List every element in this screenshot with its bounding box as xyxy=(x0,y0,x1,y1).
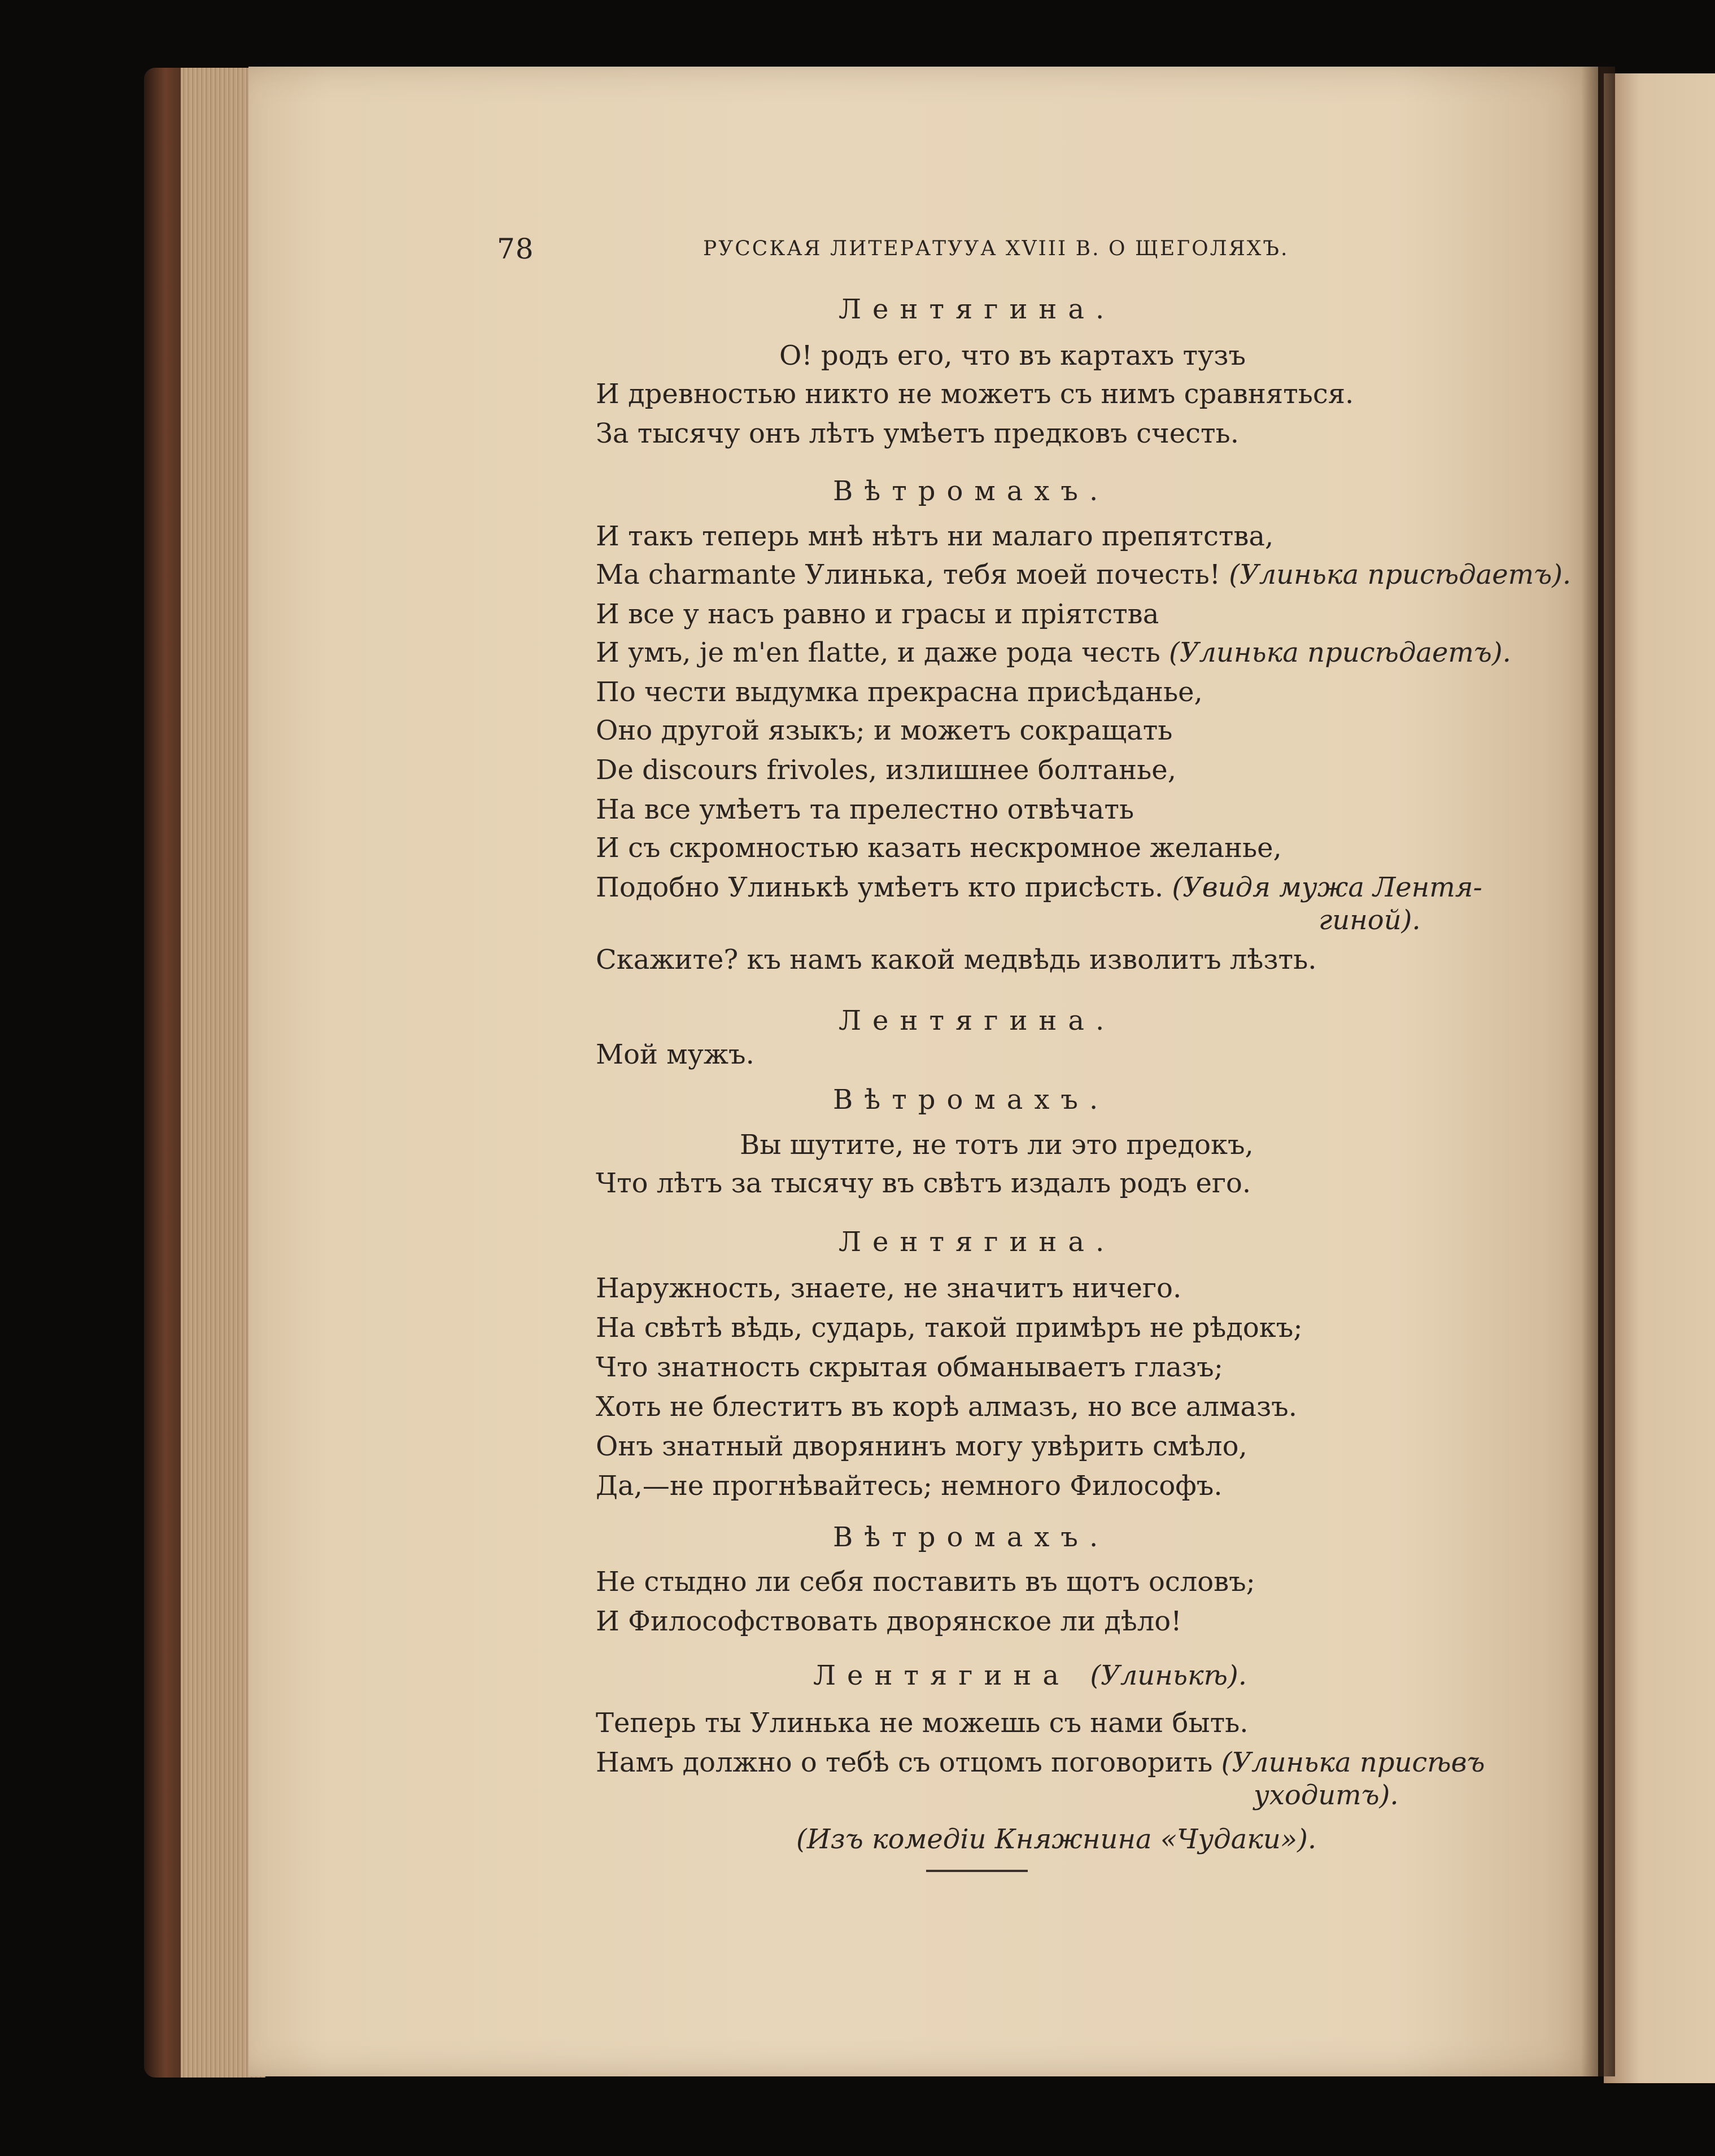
verse-line: На свѣтѣ вѣдь, сударь, такой примѣръ не рѣдокъ; xyxy=(596,1312,1303,1344)
stage-direction-continued: уходитъ). xyxy=(1254,1779,1399,1811)
verse-line: De discours frivoles, излишнее болтанье, xyxy=(596,754,1176,786)
facing-page-edge xyxy=(1604,73,1715,2083)
verse-line xyxy=(596,636,1511,670)
speaker-name xyxy=(813,1660,1247,1691)
verse-line: О! родъ его, что въ картахъ тузъ xyxy=(779,340,1246,371)
speaker-name: Вѣтромахъ. xyxy=(833,1521,1110,1553)
verse-line xyxy=(596,558,1571,592)
verse-line: И такъ теперь мнѣ нѣтъ ни малаго препятства, xyxy=(596,521,1274,552)
verse-line: Скажите? къ намъ какой медвѣдь изволитъ лѣзть. xyxy=(596,944,1317,976)
stage-direction: (Улинькѣ). xyxy=(1090,1660,1247,1691)
verse-line: На все умѣетъ та прелестно отвѣчать xyxy=(596,794,1134,825)
verse-line: И съ скромностью казать нескромное желанье, xyxy=(596,832,1282,864)
verse-line: Вы шутите, не тотъ ли это предокъ, xyxy=(740,1129,1254,1161)
speaker-text: Лентягина xyxy=(813,1660,1071,1691)
verse-line: И древностью никто не можетъ съ нимъ сравняться. xyxy=(596,378,1354,410)
verse-line: За тысячу онъ лѣтъ умѣетъ предковъ счесть. xyxy=(596,418,1239,449)
speaker-name: Вѣтромахъ. xyxy=(833,1084,1110,1116)
verse-line: Наружность, знаете, не значитъ ничего. xyxy=(596,1272,1182,1304)
verse-line: Да,—не прогнѣвайтесь; немного Философъ. xyxy=(596,1470,1223,1502)
verse-line: Не стыдно ли себя поставить въ щотъ ословъ; xyxy=(596,1566,1255,1598)
verse-text: Ma charmante Улинька, тебя моей почесть! xyxy=(596,559,1220,591)
verse-line: Что знатность скрытая обманываетъ глазъ; xyxy=(596,1352,1223,1383)
verse-line: Оно другой языкъ; и можетъ сокращать xyxy=(596,715,1173,746)
speaker-name: Вѣтромахъ. xyxy=(833,475,1110,507)
speaker-name: Лентягина. xyxy=(839,1226,1116,1258)
verse-line xyxy=(596,1746,1485,1779)
page-gutter-shadow xyxy=(1581,67,1615,2076)
verse-text: Намъ должно о тебѣ съ отцомъ поговорить xyxy=(596,1747,1213,1778)
closing-rule xyxy=(926,1870,1028,1872)
verse-line: По чести выдумка прекрасна присѣданье, xyxy=(596,676,1203,708)
page-number: 78 xyxy=(497,233,534,265)
stage-direction: (Улинька присѣдаетъ). xyxy=(1229,559,1572,591)
running-head: РУССКАЯ ЛИТЕРАТУУА XVIII В. О ЩЕГОЛЯХЪ. xyxy=(703,237,1289,260)
verse-line: Хоть не блеститъ въ корѣ алмазъ, но все алмазъ. xyxy=(596,1391,1297,1423)
verse-line: Что лѣтъ за тысячу въ свѣтъ издалъ родъ его. xyxy=(596,1167,1251,1199)
verse-line: И Философствовать дворянское ли дѣло! xyxy=(596,1606,1182,1637)
verse-text: И умъ, je m'en flatte, и даже рода честь xyxy=(596,637,1160,668)
stage-direction: (Увидя мужа Лентя- xyxy=(1172,872,1482,903)
stage-direction-continued: гиной). xyxy=(1319,904,1421,936)
speaker-name: Лентягина. xyxy=(839,1005,1116,1037)
verse-line: Мой мужъ. xyxy=(596,1039,754,1070)
verse-line xyxy=(596,871,1482,904)
verse-text: Подобно Улинькѣ умѣетъ кто присѣсть. xyxy=(596,872,1164,903)
speaker-name: Лентягина. xyxy=(839,294,1116,325)
stage-direction: (Улинька присѣдаетъ). xyxy=(1169,637,1511,668)
verse-line: Теперь ты Улинька не можешь съ нами быть. xyxy=(596,1707,1249,1739)
verse-line: И все у насъ равно и грасы и пріятства xyxy=(596,598,1159,630)
verse-line: Онъ знатный дворянинъ могу увѣрить смѣло, xyxy=(596,1431,1247,1462)
stage-direction: (Улинька присѣвъ xyxy=(1221,1747,1485,1778)
source-citation: (Изъ комедіи Княжнина «Чудаки»). xyxy=(796,1823,1317,1855)
